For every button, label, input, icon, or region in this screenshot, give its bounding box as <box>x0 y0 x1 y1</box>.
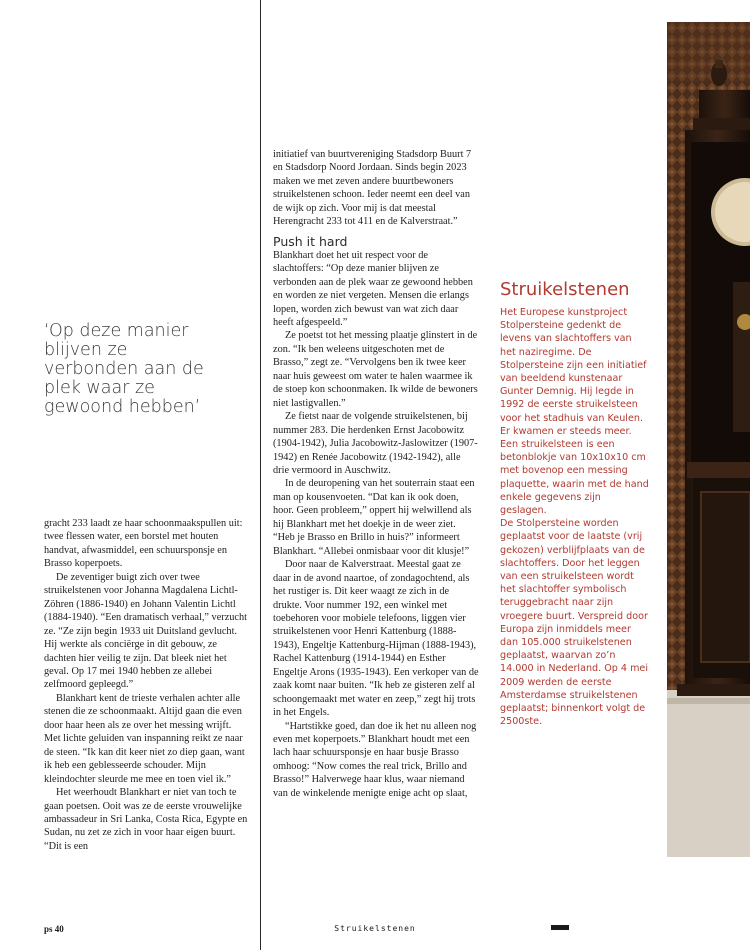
paragraph: Ze poetst tot het messing plaatje glinstert in de zon. “Ik ben weleens uitgeschoten met de Brasso,” zegt ze. “Vervolgens ben ik twee keer naar huis geweest om water te halen waarmee ik de stoep kon schoonmaken. Ik wilde de bewoners niet lastigvallen.” <box>273 330 478 409</box>
paragraph: Ze fietst naar de volgende struikelstenen, bij nummer 283. Die herdenken Ernst Jacobowitz (1904-1942), Julia Jacobowitz-Jaslowitzer (1907-1942) en Renée Jacobowitz (1942-1942), alle drie vermoord in Auschwitz. <box>273 411 478 476</box>
footer-bar-mark <box>551 925 569 930</box>
paragraph: De zeventiger buigt zich over twee struikelstenen voor Johanna Magdalena Lichtl-Zöhren (1886-1940) en Johann Valentin Lichtl (1884-1940). “Een dramatisch verhaal,” verzucht ze. “Ze zijn begin 1933 uit Duitsland gevlucht. Hij werkte als conciërge in dit gebouw, ze dachten hier veilig te zijn. Dat bleek niet het geval. Op 17 mei 1940 hebben ze allebei zelfmoord gepleegd.” <box>44 571 247 691</box>
page-number: ps 40 <box>44 924 64 934</box>
article-column-middle <box>273 148 479 800</box>
paragraph: In de deuropening van het souterrain staat een man op kousenvoeten. “Dat kan ik ook doen, hoor. Geen probleem,” oppert hij welwillend als hij Blankhart met het doekje in de weer ziet. “Heb je Brasso en Brillo in huis?” informeert Blankhart. “Allebei onmisbaar voor dit klusje!” <box>273 478 475 557</box>
sidebar-paragraph: De Stolpersteine worden geplaatst voor de laatste (vrij gekozen) verblijfplaats van de slachtoffers. Door het leggen van een struikelsteen wordt het slachtoffer symbolisch teruggebracht naar zijn vroegere buurt. Verspreid door Europa zijn inmiddels meer dan 105.000 struikelstenen geplaatst, waarvan zo’n 14.000 in Nederland. Op 4 mei 2009 werden de eerste Amsterdamse struikelstenen geplaatst; binnenkort volgt de 2500ste. <box>500 518 649 728</box>
paragraph: Blankhart kent de trieste verhalen achter alle stenen die ze schoonmaakt. Altijd gaan die even door haar heen als ze over het messing wrijft. Met lichte geluiden van inspanning reikt ze naar de steen. “Ik kan dit keer niet zo diep gaan, want ik heb een geblesseerde schouder. Mijn kleindochter sleurde me mee en toen viel ik.” <box>44 692 245 785</box>
article-column-left <box>44 517 250 853</box>
sidebar-paragraph: Het Europese kunstproject Stolpersteine gedenkt de levens van slachtoffers van het naziregime. De Stolpersteine zijn een initiatief van beeldend kunstenaar Gunter Demnig. Hij legde in 1992 de eerste struikelsteen voor het stadhuis van Keulen. Er kwamen er steeds meer. Een struikelsteen is een betonblokje van 10x10x10 cm met bovenop een messing plaquette, waarin met de hand enkele gegevens zijn geslagen. <box>500 307 649 517</box>
paragraph: gracht 233 laadt ze haar schoonmaakspullen uit: twee flessen water, een borstel met houten handvat, afwasmiddel, een schuursponsje en Brasso koperpoets. <box>44 518 243 570</box>
paragraph: Door naar de Kalverstraat. Meestal gaat ze daar in de avond naartoe, of zondagochtend, als het rustiger is. Dit keer waagt ze zich in de drukte. Voor nummer 192, een winkel met toebehoren voor mobiele telefoons, liggen vier struikelstenen voor Henri Kattenburg (1888-1943), Engeltje Kattenburg-Hijman (1888-1943), Rachel Kattenburg (1914-1944) en Esther Engeltje Arons (1935-1943). Een verkoper van de zaak komt naar buiten. “Ik heb ze gisteren zelf al schoongemaakt met water en zeep,” zegt hij trots in het Engels. <box>273 559 479 719</box>
paragraph: Het weerhoudt Blankhart er niet van toch te gaan poetsen. Ooit was ze de eerste vrouwelijke ambassadeur in Sri Lanka, Costa Rica, Egypte en Sudan, nu zet ze zich in voor haar eigen buurt. “Dit is een <box>44 787 248 852</box>
photo-ornate-clock <box>667 22 750 857</box>
paragraph: initiatief van buurtvereniging Stadsdorp Buurt 7 en Stadsdorp Noord Jordaan. Sinds begin 2023 maken we met zeven andere buurtbewoners struikelstenen schoon. Ieder neemt een deel van de wijk op zich. Voor mij is dat meestal Herengracht 233 tot 411 en de Kalverstraat.” <box>273 149 472 228</box>
pull-quote: ‘Op deze manier blijven ze verbonden aan de plek waar ze gewoond hebben’ <box>44 321 204 417</box>
paragraph: Blankhart doet het uit respect voor de slachtoffers: “Op deze manier blijven ze verbonden aan de plek waar ze gewoond hebben en worden ze niet vergeten. Mensen die erlangs lopen, worden zich bewust van wat zich daar heeft afgespeeld.” <box>273 249 473 328</box>
sidebar-box <box>500 279 650 729</box>
sidebar-title: Struikelstenen <box>500 279 630 300</box>
subheading: Push it hard <box>273 233 348 249</box>
paragraph: “Hartstikke goed, dan doe ik het nu alleen nog even met koperpoets.” Blankhart houdt met een lach haar schuursponsje en haar busje Brasso omhoog: “Now comes the real trick, Brillo and Brasso!” Halverwege haar klus, waar niemand van de winkelende menigte enige acht op slaat, <box>273 720 477 799</box>
section-name: Struikelstenen <box>334 924 416 933</box>
column-divider <box>260 0 261 950</box>
clock-photo-illustration <box>667 22 750 857</box>
